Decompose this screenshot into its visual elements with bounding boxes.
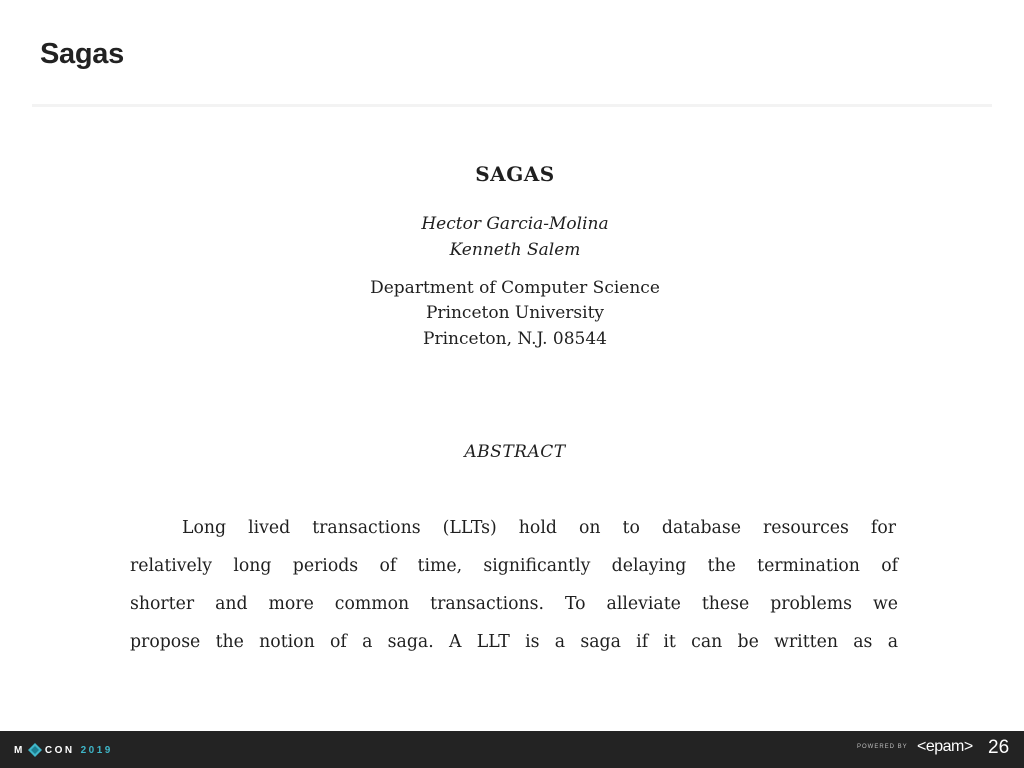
brand-year: 2019	[80, 744, 113, 756]
abstract-line: relatively long periods of time, significantly delaying the termination of	[130, 556, 898, 576]
abstract-line: propose the notion of a saga. A LLT is a saga if it can be written as a	[130, 632, 898, 652]
title-divider	[32, 104, 992, 107]
footer-bar	[0, 731, 1024, 768]
conference-brand	[14, 740, 113, 760]
paper-author: Kenneth Salem	[449, 240, 581, 260]
paper-affiliation-line: Princeton University	[425, 303, 605, 323]
paper-title: SAGAS	[475, 162, 555, 186]
slide-title: Sagas	[40, 38, 124, 70]
paper-affiliation-line: Department of Computer Science	[370, 278, 660, 298]
abstract-line: Long lived transactions (LLTs) hold on to database resources for	[182, 518, 896, 538]
powered-by-label: POWERED BY	[857, 744, 908, 750]
page-number: 26	[988, 737, 1010, 758]
sponsor-logo: <epam>	[917, 738, 973, 755]
abstract-heading: ABSTRACT	[464, 442, 566, 462]
brand-text-left: M	[14, 744, 25, 756]
diamond-logo-icon	[28, 743, 42, 757]
paper-affiliation-line: Princeton, N.J. 08544	[423, 329, 607, 349]
paper-excerpt-image	[120, 150, 910, 670]
paper-author: Hector Garcia-Molina	[421, 214, 609, 234]
brand-text-right: CON	[44, 744, 75, 756]
abstract-line: shorter and more common transactions. To alleviate these problems we	[130, 594, 898, 614]
